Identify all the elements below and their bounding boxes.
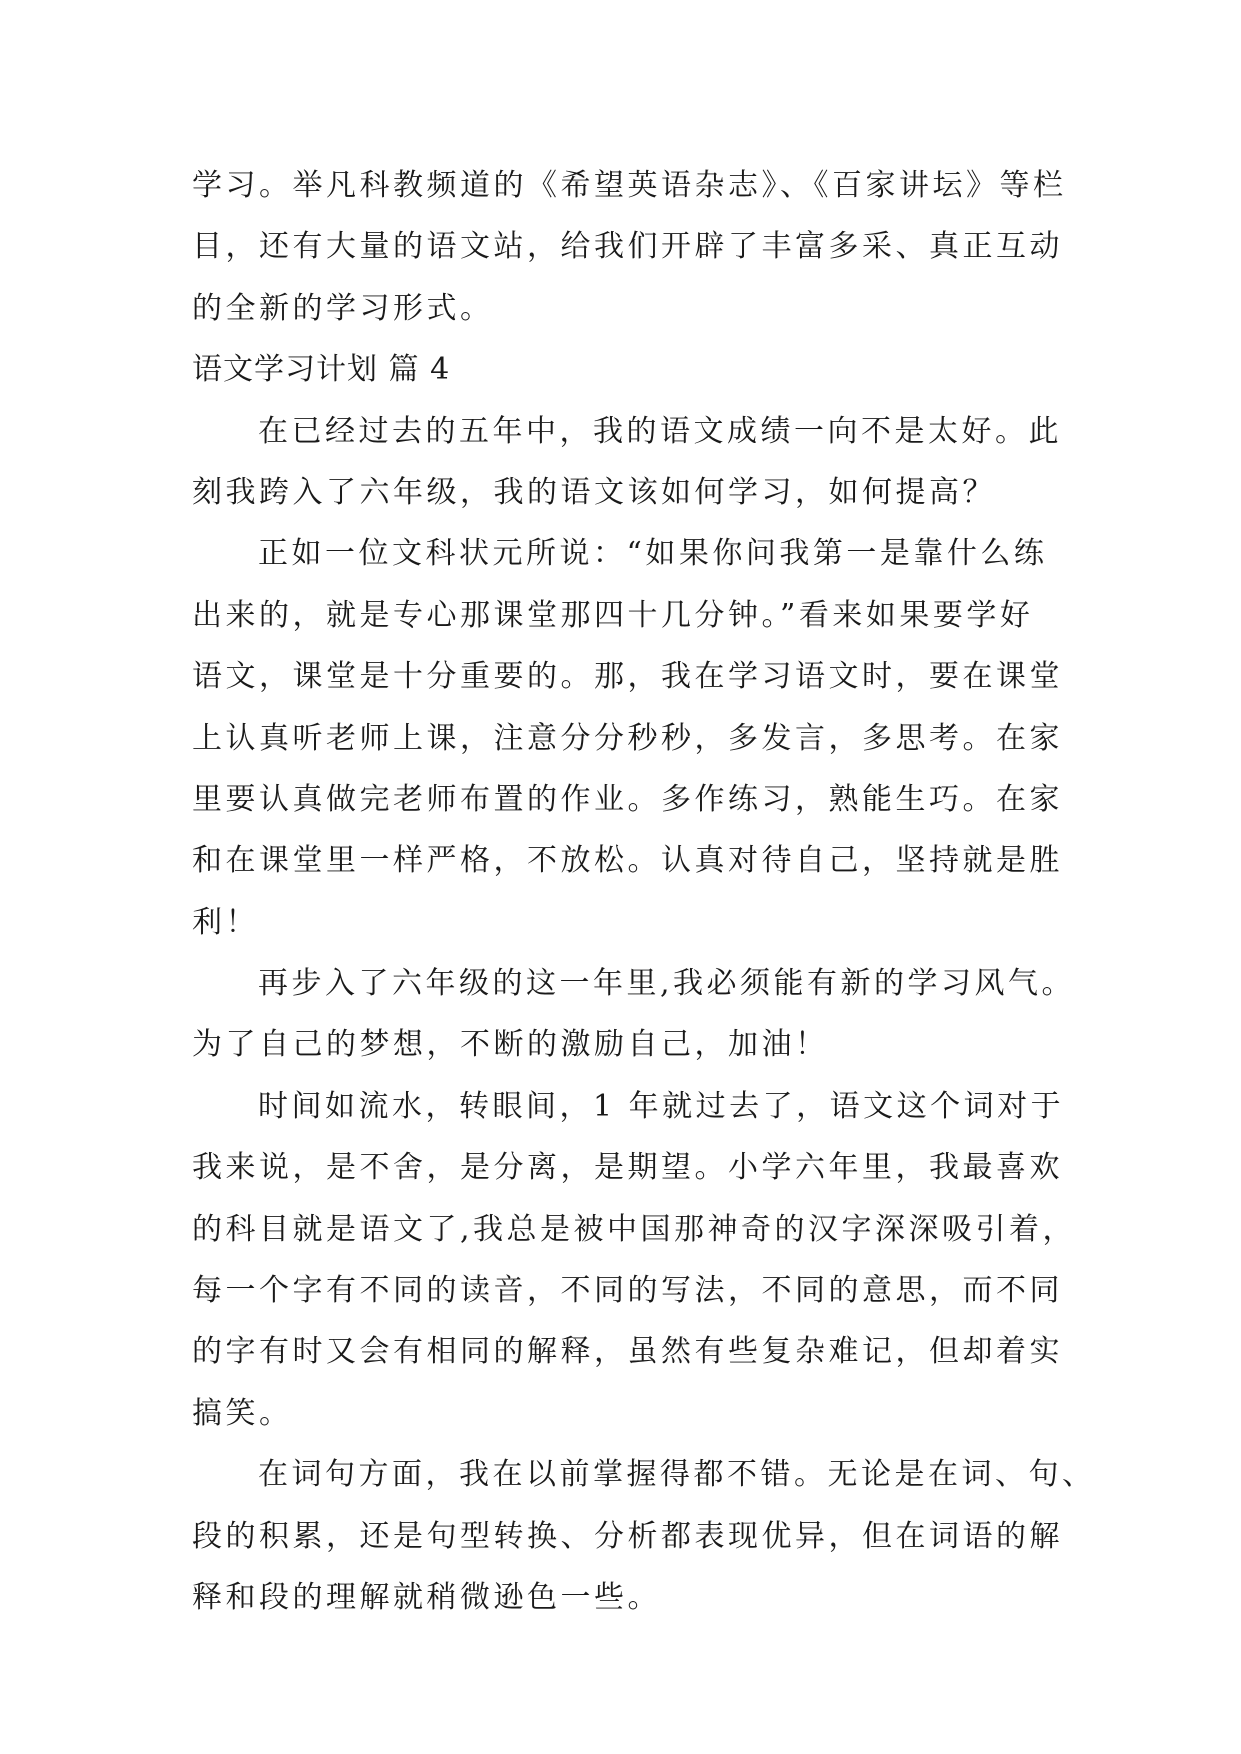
text-line: 上认真听老师上课，注意分分秒秒，多发言，多思考。在家 bbox=[192, 720, 1063, 756]
text-line: 利！ bbox=[192, 904, 259, 940]
text-line: 每一个字有不同的读音，不同的写法，不同的意思，而不同 bbox=[192, 1273, 1063, 1309]
text-line: 目，还有大量的语文站，给我们开辟了丰富多采、真正互动 bbox=[192, 229, 1063, 265]
text-line: 里要认真做完老师布置的作业。多作练习，熟能生巧。在家 bbox=[192, 781, 1063, 817]
document-body bbox=[192, 155, 1096, 1628]
text-line: 释和段的理解就稍微逊色一些。 bbox=[192, 1579, 661, 1615]
text-line: 和在课堂里一样严格，不放松。认真对待自己，坚持就是胜 bbox=[192, 843, 1063, 879]
text-line: 为了自己的梦想，不断的激励自己，加油！ bbox=[192, 1027, 829, 1063]
text-line: 的全新的学习形式。 bbox=[192, 290, 494, 326]
text-line: 正如一位文科状元所说：“如果你问我第一是靠什么练 bbox=[258, 536, 1048, 572]
text-line: 我来说，是不舍，是分离，是期望。小学六年里，我最喜欢 bbox=[192, 1150, 1063, 1186]
text-line: 刻我跨入了六年级，我的语文该如何学习，如何提高？ bbox=[192, 474, 996, 510]
text-line: 时间如流水，转眼间，1 年就过去了，语文这个词对于 bbox=[258, 1088, 1065, 1124]
text-line: 的字有时又会有相同的解释，虽然有些复杂难记，但却着实 bbox=[192, 1334, 1063, 1370]
text-line: 的科目就是语文了,我总是被中国那神奇的汉字深深吸引着， bbox=[192, 1211, 1077, 1247]
text-line: 段的积累，还是句型转换、分析都表现优异，但在词语的解 bbox=[192, 1518, 1063, 1554]
text-line: 在词句方面，我在以前掌握得都不错。无论是在词、句、 bbox=[258, 1457, 1096, 1493]
text-line: 在已经过去的五年中，我的语文成绩一向不是太好。此 bbox=[258, 413, 1062, 449]
section-heading: 语文学习计划 篇 4 bbox=[192, 352, 451, 388]
text-line: 出来的，就是专心那课堂那四十几分钟。”看来如果要学好 bbox=[192, 597, 1034, 633]
text-line: 语文，课堂是十分重要的。那，我在学习语文时，要在课堂 bbox=[192, 659, 1063, 695]
text-line: 学习。举凡科教频道的《希望英语杂志》、《百家讲坛》等栏 bbox=[192, 168, 1067, 203]
text-line: 再步入了六年级的这一年里,我必须能有新的学习风气。 bbox=[258, 966, 1076, 1002]
text-line: 搞笑。 bbox=[192, 1395, 293, 1431]
